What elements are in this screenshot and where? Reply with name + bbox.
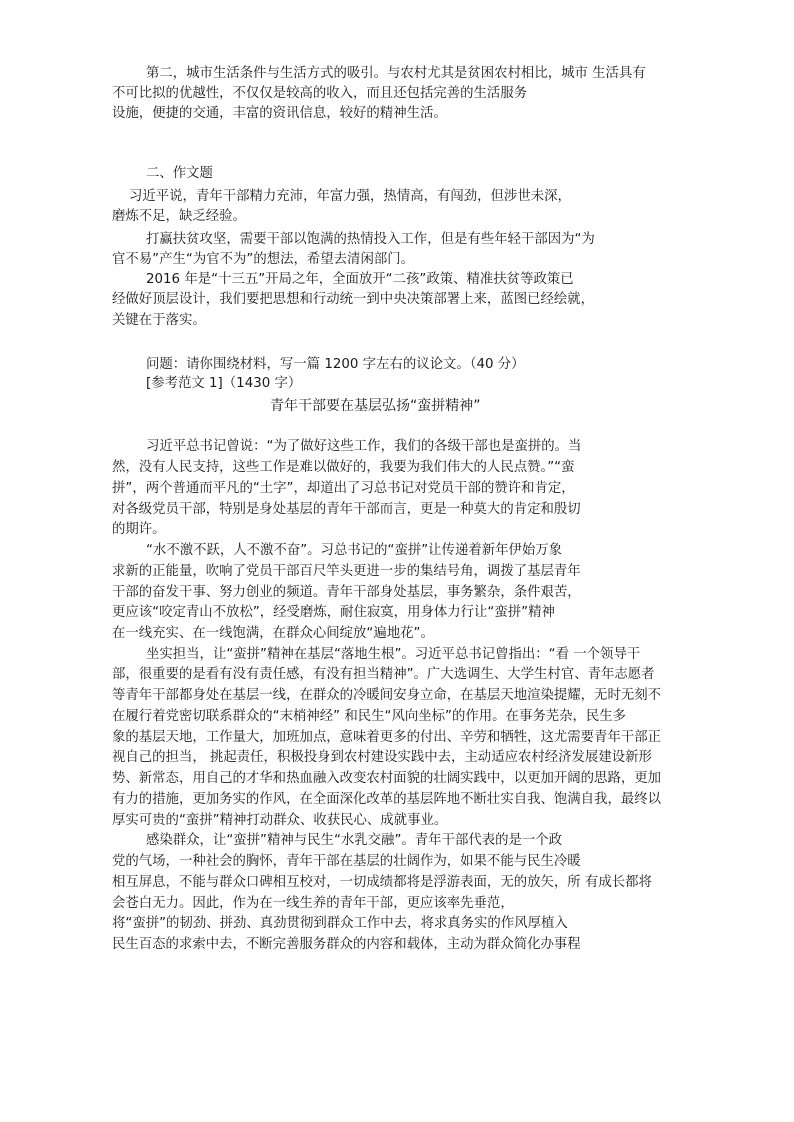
text-line: 势、新常态，用自己的才华和热血融入改变农村面貌的壮阔实践中，以更加开阔的思路，更加 xyxy=(112,771,662,786)
reference-label: [参考范文 1]（1430 字） xyxy=(146,376,302,391)
text-line: 党的气场，一种社会的胸怀，青年干部在基层的壮阔作为，如果不能与民生冷暖 xyxy=(112,854,581,869)
text-line: 经做好顶层设计，我们要把思想和行动统一到中央决策部署上来，蓝图已经绘就， xyxy=(112,292,595,307)
text-line: 有力的措施，更加务实的作风，在全面深化改革的基层阵地不断壮实自我、饱满自我，最终以 xyxy=(112,792,662,807)
text-line: 习近平说，青年干部精力充沛，年富力强，热情高，有闯劲，但涉世未深， xyxy=(129,189,571,204)
text-line: 第二，城市生活条件与生活方式的吸引。与农村尤其是贫困农村相比，城市 生活具有 xyxy=(146,66,646,81)
text-line: 不可比拟的优越性，不仅仅是较高的收入，而且还包括完善的生活服务 xyxy=(112,86,528,101)
text-line: 然，没有人民支持，这些工作是难以做好的，我要为我们伟大的人民点赞。”“蛮 xyxy=(112,460,575,475)
text-line: 部，很重要的是看有没有责任感，有没有担当精神”。广大选调生、大学生村官、青年志愿者 xyxy=(112,667,655,682)
text-line: 将“蛮拼”的韧劲、拼劲、真劲贯彻到群众工作中去，将求真务实的作风厚植入 xyxy=(112,916,568,931)
section-heading: 二、作文题 xyxy=(146,166,213,181)
text-line: “水不激不跃，人不激不奋”。习总书记的“蛮拼”让传递着新年伊始万象 xyxy=(146,543,563,558)
essay-title: 青年干部要在基层弘扬“蛮拼精神” xyxy=(270,398,481,414)
question-line: 问题：请你围绕材料，写一篇 1200 字左右的议论文。（40 分） xyxy=(146,357,525,372)
text-line: 打赢扶贫攻坚，需要干部以饱满的热情投入工作，但是有些年轻干部因为“为 xyxy=(146,232,595,247)
text-line: 设施，便捷的交通，丰富的资讯信息，较好的精神生活。 xyxy=(112,106,447,121)
text-line: 坐实担当，让“蛮拼”精神在基层“落地生根”。习近平总书记曾指出：“看 一个领导干 xyxy=(146,647,641,662)
text-line: 视自己的担当， 挑起责任，积极投身到农村建设实践中去，主动适应农村经济发展建设新形 xyxy=(112,750,652,765)
text-line: 对各级党员干部，特别是身处基层的青年干部而言，更是一种莫大的肯定和殷切 xyxy=(112,502,581,517)
text-line: 在一线充实、在一线饱满，在群众心间绽放“遍地花”。 xyxy=(112,626,434,641)
text-line: 在履行着党密切联系群众的“末梢神经” 和民生“风向坐标”的作用。在事务芜杂，民生多 xyxy=(112,709,627,724)
text-line: 官不易”产生“为官不为”的想法，希望去清闲部门。 xyxy=(112,252,415,267)
text-line: 会苍白无力。因此，作为在一线生养的青年干部，更应该率先垂范， xyxy=(112,896,514,911)
text-line: 求新的正能量，吹响了党员干部百尺竿头更进一步的集结号角，调拨了基层青年 xyxy=(112,564,581,579)
text-line: 磨炼不足，缺乏经验。 xyxy=(112,209,246,224)
text-line: 更应该“咬定青山不放松”，经受磨炼，耐住寂寞，用身体力行让“蛮拼”精神 xyxy=(112,605,555,620)
text-line: 拼”，两个普通而平凡的“土字”，却道出了习总书记对党员干部的赞许和肯定， xyxy=(112,481,575,496)
text-line: 相互屏息，不能与群众口碑相互校对，一切成绩都将是浮游表面，无的放矢，所 有成长都将 xyxy=(112,875,652,890)
text-line: 民生百态的求索中去，不断完善服务群众的内容和载体，主动为群众简化办事程 xyxy=(112,937,581,952)
text-line: 厚实可贵的“蛮拼”精神打动群众、收获民心、成就事业。 xyxy=(112,813,448,828)
text-line: 干部的奋发干事、努力创业的频道。青年干部身处基层，事务繁杂，条件艰苦， xyxy=(112,585,581,600)
text-line: 等青年干部都身处在基层一线，在群众的冷暖间安身立命，在基层天地渲染提耀，无时无刻不 xyxy=(112,688,662,703)
text-line: 关键在于落实。 xyxy=(112,313,206,328)
text-line: 象的基层天地，工作量大，加班加点，意味着更多的付出、辛劳和牺牲，这尤需要青年干部正 xyxy=(112,730,662,745)
text-line: 的期许。 xyxy=(112,522,166,537)
text-line: 2016 年是“十三五”开局之年，全面放开“二孩”政策、精准扶贫等政策已 xyxy=(146,272,574,287)
text-line: 感染群众，让“蛮拼”精神与民生“水乳交融”。青年干部代表的是一个政 xyxy=(146,833,563,848)
text-line: 习近平总书记曾说：“为了做好这些工作，我们的各级干部也是蛮拼的。当 xyxy=(146,439,582,454)
